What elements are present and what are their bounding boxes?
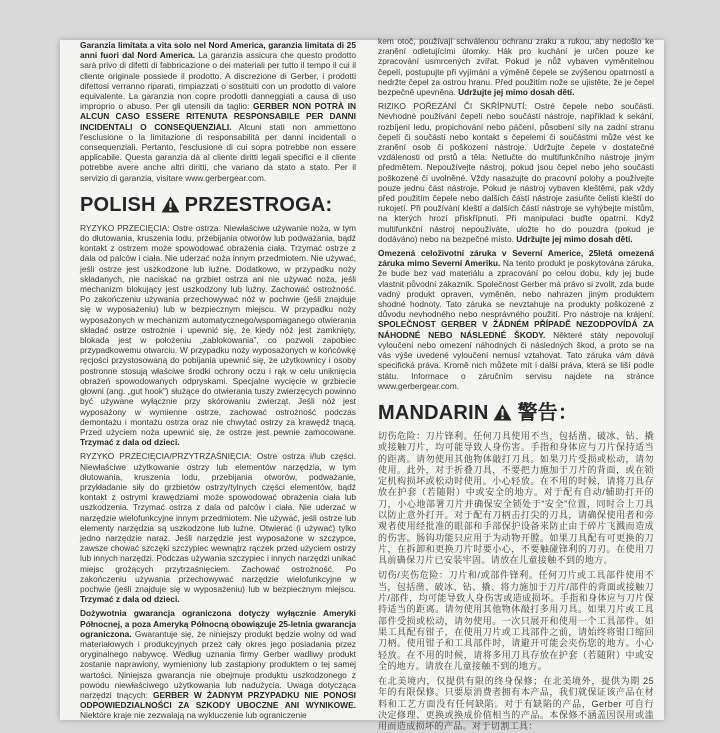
- mandarin-heading-language: MANDARIN: [378, 401, 489, 424]
- italian-warranty-tail: Alcuni stati non ammettono l'esclusione o la limitazione di responsabilità per danni incidentali o consequenziali. Pertanto, l'esclusione di cui sopra potrebbe non essere applicabile. Questa garanzia dà al cliente diritti legali specifici e il cliente potrebbe avere anche altri diritti, che variano da stato a stato. Per il servizio di garanzia, visitare www.gerbergear.com.: [80, 121, 356, 183]
- polish-cut-hazard-keep-away: Trzymać z dala od dzieci.: [80, 437, 180, 448]
- polish-pinch-hazard-text: RYZYKO PRZECIĘCIA/PRZYTRZAŚNIĘCIA: Ostre ostrza i/lub części. Niewłaściwe użytkowanie ostrzy lub elementów narzędzia, w tym dłutowania, kruszenia lodu, przebijania otworów, podważanie, przykładanie siły do grzbietów ostrzy/tylnych części elementów, bądź kontakt z ostrymi krawędziami może spowodować obrażenia ciała lub uszkodzenia. Trzymać ostrza z dala od palców i ciała. Nie uderzać w narzędzie wielofunkcyjne innym przedmiotem. Nie używać, jeśli ostrze lub elementy narzędzia są uszkodzone lub luźne. Otwierać (i używać) tylko jedno narzędzie naraz. Jeśli narzędzie jest wyposażone w szczypce, zawsze chować szczęki szczypiec wewnątrz rączek przed użyciem ostrzy lub innych narzędzi. Podczas używania szczypiec i innych narzędzi unikać miejsc grożących przytrzaśnięciem. Zachować ostrożność. Po zakończeniu używania przechowywać narzędzie wielofunkcyjne w pochwie (jeśli znajduje się w wyposażeniu) lub w bezpiecznym miejscu.: [80, 451, 356, 594]
- czech-pinch-hazard-keep-away: Udržujte jej mimo dosah dětí.: [516, 233, 633, 244]
- czech-cut-hazard-text: kem otoč, používají schválenou ochranu zraku a rukou, aby nedošlo ke zranění odletujícími úlomky. Hák pro kuchání je určen pouze ke zpracování usmrcených zvířat. Pokud je nůž vybaven vyměnitelnou čepelí, postupujte při vyjímání a výměně čepele se zvýšenou opatrností a nedržte čepel za ostrou hranu. Před použitím nože se ujistěte, že je čepel bezpečně upevněna.: [378, 36, 654, 98]
- right-column: [378, 36, 655, 732]
- polish-warranty-tail: Niektóre kraje nie zezwalają na wykluczenie lub ograniczenie: [80, 710, 307, 721]
- polish-warranty-caps: GERBER W ŻADNYM PRZYPADKU NIE PONOSI ODPOWIEDZIALNOŚCI ZA SZKODY UBOCZNE ANI WYNIKOWE.: [80, 689, 356, 711]
- polish-pinch-hazard-keep-away: Trzymać z dala od dzieci.: [80, 594, 180, 605]
- mandarin-warranty-paragraph: 在北美境内，仅提供有限的终身保修；在北美境外，提供为期 25 年的有限保修。只要原消费者拥有本产品，我们就保证该产品在材料和工艺方面没有任何缺陷。对于有缺陷的产品，Gerber 可自行决定修理、更换或换成价值相当的产品。本保修不涵盖因误用或滥用而造成损坏的产品。对于切割工具：: [378, 676, 654, 732]
- polish-warranty-lead: Dożywotnia gwarancja ograniczona dotyczy wyłącznie Ameryki Północnej, a poza Ameryką Północną obowiązuje 25-letnia gwarancja ograniczona.: [80, 608, 356, 639]
- warning-triangle-icon: [161, 196, 180, 213]
- mandarin-cut-hazard-paragraph: 切伤危险：刀片锋利。任何刀具使用不当，包括凿、破冰、钻、撬或接触刀片，均可能导致人身伤害。手指和身体应与刀片保持适当的距离。请勿使用其他物体敲打刀具。如果刀片受损或松动，请勿使用。此外，对于折叠刀具，不要把力施加于刀片的背面，或在锁定机构损坏或松动时使用。小心轻放。在不用的时候，请将刀具存放在护套（若随附）中或安全的地方。对于配有自动/辅助打开的刀，小心地部署刀片并确保安全锁处于“安全”位置，同时合上刀具以防止意外打开。对于配有刀柄击打尖的刀具，请确保使用者和旁观者使用经批准的眼部和手部保护设备来防止由于碎片飞溅而造成的伤害。肠钩功能只应用于为动物开膛。如果刀具配有可更换的刀片，在拆卸和更换刀片时要小心，不要触碰锋利的刀刃。在使用刀具前确保刀片已安装牢固。请放在儿童接触不到的地方。: [378, 430, 654, 566]
- polish-heading: [80, 193, 356, 217]
- left-column: [80, 40, 356, 720]
- mandarin-heading: [378, 401, 654, 425]
- czech-warranty-tail: Některé státy nepovolují vyloučení nebo omezení náhodných či následných škod, a proto se na vás výše uvedené vyloučení nemusí vztahovat. Tato záruka vám dává specifická práva. Kromě nich můžete mít i další práva, která se liší podle státu. Informace o záručním servisu najdete na stránce www.gerbergear.com.: [378, 329, 655, 391]
- warning-triangle-icon: [493, 404, 512, 421]
- italian-warranty-paragraph: [80, 40, 356, 183]
- mandarin-pinch-hazard-paragraph: 切伤/夹伤危险：刀片和/或部件锋利。任何刀片或工具部件使用不当，包括凿、破冰、钻、撬、将力施加于刀片/部件的背面或接触刀片/部件，均可能导致人身伤害或造成损坏。手指和身体应与刀片保持适当的距离。请勿使用其他物体敲打多用刀具。如果刀片或工具部件受损或松动，请勿使用。一次只展开和使用一个工具部件。如果工具配有钳子，在使用刀片或工具部件之前，请始终将钳口缩回刀柄。使用钳子和工具部件时，请避开可能会夹伤您的地方。小心轻放。在不用的时候，请将多用刀具存放在护套（若随附）中或安全的地方。请放在儿童接触不到的地方。: [378, 570, 654, 671]
- polish-cut-hazard-text: RYZYKO PRZECIĘCIA: Ostre ostrza. Niewłaściwe używanie noża, w tym do dłutowania, kruszenia lodu, przebijania otworów lub podważania, bądź kontakt z ostrzem może spowodować obrażenia ciała. Trzymać ostrze z dala od palców i ciała. Nie uderzać noża innym przedmiotem. Nie używać, jeśli ostrze jest uszkodzone lub luźne. Dodatkowo, w przypadku noży składanych, nie naciskać na grzbiet ostrza ani nie używać noża, jeśli mechanizm blokujący jest uszkodzony lub luźny. Zachować ostrożność. Po zakończeniu używania przechowywać nóż w pochwie (jeśli znajduje się w wyposażeniu) lub w bezpiecznym miejscu. W przypadku noży wyposażonych w mechanizm automatycznego/wspomaganego otwierania składać ostrze ostrożnie i upewnić się, że kiedy nóż jest zamknięty, blokada jest w położeniu „zablokowania”, co pozwoli zapobiec przypadkowemu otwarciu. W przypadku noży wyposażonych w końcówkę ręcjości przystosowaną do pobijania upewnić się, że użytkownicy i osoby postronne stosują właściwe środki ochrony oczu i rąk w celu uniknięcia obrażeń spowodowanych odpryskami. Specjalne wycięcie w grzbiecie głowni (ang. „gut hook”) służące do otwierania tuszy zwierzęcych powinno być używane wyłącznie przy skórowaniu zwierząt. Jeśli nóż jest wyposażony w wymienne ostrze, zachować ostrożność podczas demontażu i montażu ostrza oraz nie chwytać ostrzy za krawędź tnącą. Przed użyciem noża upewnić się, że ostrze jest pewnie zamocowane.: [80, 222, 356, 437]
- czech-cut-hazard-continuation: [378, 36, 654, 97]
- polish-cut-hazard-paragraph: [80, 223, 356, 447]
- mandarin-heading-caution: 警告：: [517, 401, 579, 424]
- czech-pinch-hazard-paragraph: [378, 101, 654, 244]
- polish-heading-language: POLISH: [80, 193, 156, 216]
- polish-pinch-hazard-paragraph: [80, 451, 356, 604]
- czech-warranty-caps: SPOLEČNOST GERBER V ŽÁDNÉM PŘÍPADĚ NEZODPOVÍDÁ ZA NÁHODNÉ NEBO NÁSLEDNÉ ŠKODY.: [378, 319, 654, 340]
- czech-warranty-body: Na tento produkt je poskytována záruka, že bude bez vad materiálu a zpracování po celou dobu, kdy jej bude vlastnit původní zákazník. Společnost Gerber má právo si zvolit, zda bude vadný produkt opraven, vyměněn, nebo nahrazen jiným produktem shodné hodnoty. Tato záruka se nevztahuje na produkty poškozené z důvodu nevhodného nebo nesprávného použití. Pro nástroje na krájení:: [378, 258, 654, 320]
- italian-warranty-lead: Garanzia limitata a vita solo nel Nord America, garanzia limitata di 25 anni fuori dal Nord America.: [80, 40, 356, 61]
- czech-cut-hazard-keep-away: Udržujte jej mimo dosah dětí.: [458, 87, 575, 98]
- polish-warranty-body: Gwarantuje się, że niniejszy produkt będzie wolny od wad materiałowych i produkcyjnych przez cały okres jego posiadania przez oryginalnego nabywcę. Według uznania firmy Gerber wadliwy produkt zostanie naprawiony, wymieniony lub zastąpiony produktem o tej samej wartości. Niniejsza gwarancja nie obejmuje produktu uszkodzonego z powodu niewłaściwego użytkowania lub nadużycia. Uwaga dotycząca narzędzi tnących:: [80, 628, 356, 700]
- czech-warranty-lead: Omezená celoživotní záruka v Severní Americe, 25letá omezená záruka mimo Severní Ameriku.: [378, 248, 654, 269]
- italian-warranty-caps: GERBER NON POTRÀ IN ALCUN CASO ESSERE RITENUTA RESPONSABILE PER DANNI INCIDENTALI O CONSEQUENZIALI.: [80, 101, 356, 132]
- polish-heading-caution: PRZESTROGA:: [184, 193, 333, 216]
- italian-warranty-body: La garanzia assicura che questo prodotto sarà privo di difetti di fabbricazione o dei materiali per tutto il tempo il cui il cliente originale possiede il prodotto. A discrezione di Gerber, i prodotti difettosi verranno riparati, rimpiazzati o sostituiti con un prodotto di valore equivalente. La garanzia non copre prodotti danneggiati a causa di uso improprio o abuso. Per gli utensili da taglio:: [80, 50, 356, 112]
- czech-warranty-paragraph: [378, 248, 654, 391]
- polish-warranty-paragraph: [80, 608, 356, 720]
- manual-page: [60, 36, 664, 732]
- czech-pinch-hazard-text: RIZIKO POŘEZÁNÍ ČI SKŘÍPNUTÍ: Ostré čepele nebo součásti. Nevhodné používání čepelí nebo součástí nástroje, například k sekání, rozbíjení ledu, propichování nebo páčení, působení síly na zadní stranu čepelí či součástí nebo kontakt s čepelemi či součástmi může vést ke zranění osob či poškození nástroje. Udržujte čepele v dostatečné vzdálenosti od prstů a těla. Netlučte do multifunkčního nástroje jiným předmětem. Nepoužívejte nástroj, pokud jsou čepel nebo jeho součásti poškozené či uvolněné. Vždy nasazujte do pracovní polohy a používejte pouze jednu část nástroje. Pokud je nástroj vybaven kleštěmi, pak vždy před použitím čepele nebo dalších částí nástroje zasuňte čelisti kleští do rukojetí. Při používání kleští a dalších částí nástroje se vyhýbejte místům, na kterých hrozí přiskřípnutí. Při manipulaci buďte opatrní. Když multifunkční nástroj nepoužíváte, uložte ho do pouzdra (pokud je dodáváno) nebo na bezpečné místo.: [378, 101, 654, 244]
